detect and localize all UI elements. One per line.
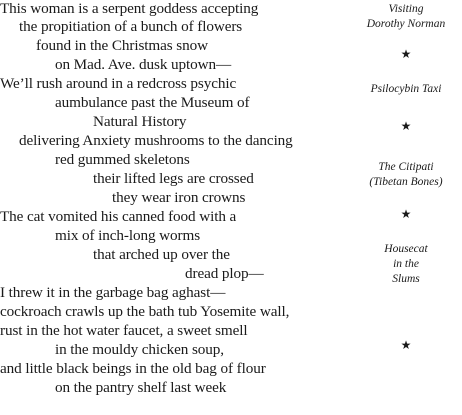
poem-line: on Mad. Ave. dusk uptown— [55,56,232,73]
poem-line: their lifted legs are crossed [93,170,254,187]
poem-line: red gummed skeletons [55,151,190,168]
poem-line: they wear iron crowns [112,189,246,206]
section-star-icon: ★ [400,119,412,133]
poem-line: I threw it in the garbage bag aghast— [0,284,226,301]
poem-line: rust in the hot water faucet, a sweet smell [0,322,248,339]
poem-line: Natural History [93,113,187,130]
section-star-icon: ★ [400,47,412,61]
poem-line: dread plop— [185,265,264,282]
poem-line: mix of inch-long worms [55,227,201,244]
section-star-icon: ★ [400,207,412,221]
poem-line: that arched up over the [93,246,230,263]
poem-line: on the pantry shelf last week [55,379,227,396]
sidebar-title-housecat-in-the-slums: Housecat in the Slums [384,243,428,285]
poem-line: The cat vomited his canned food with a [0,208,237,225]
sidebar-title-psilocybin-taxi: Psilocybin Taxi [370,83,442,95]
sidebar-title-visiting-dorothy-norman: Visiting Dorothy Norman [366,3,446,30]
poem-line: and little black beings in the old bag of flour [0,360,266,377]
poem-line: aumbulance past the Museum of [55,94,250,111]
sidebar-title-the-citipati: The Citipati (Tibetan Bones) [369,161,443,188]
section-star-icon: ★ [400,338,412,352]
poem-line: cockroach crawls up the bath tub Yosemite wall, [0,303,290,320]
poem-line: delivering Anxiety mushrooms to the dancing [19,132,293,149]
poem-line: in the mouldy chicken soup, [55,341,224,358]
poem-line: We’ll rush around in a redcross psychic [0,75,237,92]
poem-line: found in the Christmas snow [36,37,208,54]
poem-line: This woman is a serpent goddess accepting [0,0,259,17]
poem-line: the propitiation of a bunch of flowers [19,18,243,35]
